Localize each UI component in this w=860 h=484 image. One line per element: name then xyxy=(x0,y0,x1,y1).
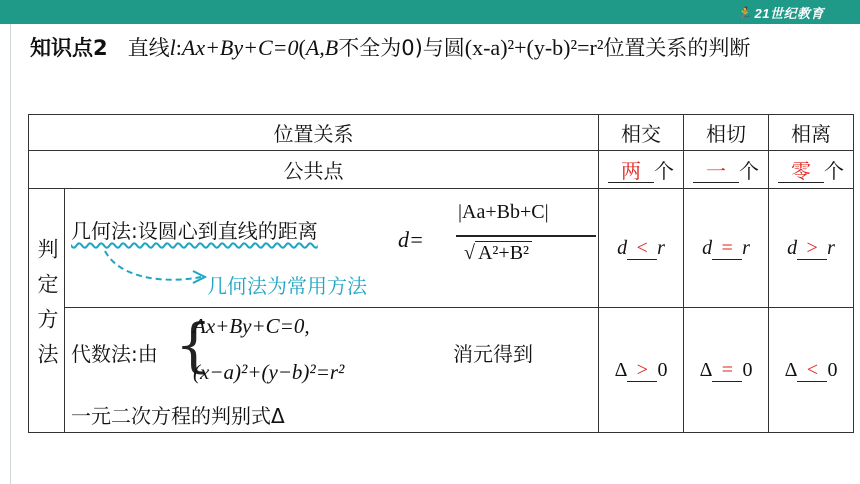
hint-text: 几何法为常用方法 xyxy=(207,274,367,298)
runner-icon: 🏃 xyxy=(735,6,753,21)
page-heading xyxy=(30,30,840,66)
delta-symbol: Δ xyxy=(699,358,713,381)
var-r: r xyxy=(827,236,835,259)
common-points-label: 公共点 xyxy=(29,151,599,189)
var-d: d xyxy=(702,236,713,259)
table-row xyxy=(29,189,854,308)
algebraic-method-cell xyxy=(65,308,599,433)
brand-logo xyxy=(736,3,824,22)
answer-blank: < xyxy=(797,359,827,382)
cond-open: ( xyxy=(298,35,306,60)
judge-text: 判定方法 xyxy=(35,238,59,378)
answer-blank: 一 xyxy=(693,160,739,183)
header-relation: 位置关系 xyxy=(29,115,599,151)
alg-separate xyxy=(769,308,854,433)
answer-blank: = xyxy=(712,359,742,382)
common-points-intersect xyxy=(599,151,684,189)
position-relation-table xyxy=(28,114,854,433)
fraction-bar xyxy=(456,235,596,237)
common-points-tangent xyxy=(684,151,769,189)
answer-blank: 两 xyxy=(608,160,654,183)
var-d: d xyxy=(617,236,628,259)
heading-suffix: 位置关系的判断 xyxy=(603,36,751,60)
zero-value: 0 xyxy=(657,358,668,381)
table-row xyxy=(29,151,854,189)
line-name: l xyxy=(169,35,176,60)
brace-icon: { xyxy=(175,311,212,379)
elimination-text: 消元得到 xyxy=(453,342,533,366)
unit-label: 个 xyxy=(824,159,844,183)
var-r: r xyxy=(657,236,665,259)
answer-blank: > xyxy=(627,359,657,382)
header-tangent: 相切 xyxy=(684,115,769,151)
algebraic-text: 代数法:由 xyxy=(71,342,158,366)
unit-label: 个 xyxy=(654,159,674,183)
distance-d: d= xyxy=(398,227,424,252)
brand-text: 21世纪教育 xyxy=(754,6,824,21)
geo-intersect xyxy=(599,189,684,308)
formula-denominator: √ A²+B² xyxy=(464,241,532,265)
answer-blank: > xyxy=(797,237,827,260)
unit-label: 个 xyxy=(739,159,759,183)
geometric-text: 几何法:设圆心到直线的距离 xyxy=(71,219,318,243)
equation-line: Ax+By+C=0, xyxy=(193,314,310,338)
header-intersect: 相交 xyxy=(599,115,684,151)
answer-blank: = xyxy=(712,237,742,260)
equation-circle: (x−a)²+(y−b)²=r² xyxy=(193,360,345,384)
line-equation: Ax+By+C=0 xyxy=(181,35,299,60)
knowledge-point-label: 知识点2 xyxy=(30,36,108,60)
delta-symbol: Δ xyxy=(784,358,798,381)
discriminant-text: 一元二次方程的判别式Δ xyxy=(71,404,285,428)
table-row xyxy=(29,308,854,433)
heading-colon: : xyxy=(175,35,182,60)
judge-method-label xyxy=(29,189,65,433)
zero-value: 0 xyxy=(742,358,753,381)
zero-value: 0 xyxy=(827,358,838,381)
common-points-separate xyxy=(769,151,854,189)
heading-prefix: 直线 xyxy=(127,36,170,60)
circle-equation: (x-a)²+(y-b)²=r² xyxy=(464,35,604,60)
cond-text: 不全为0)与圆 xyxy=(338,36,465,60)
var-r: r xyxy=(742,236,750,259)
header-separate: 相离 xyxy=(769,115,854,151)
alg-intersect xyxy=(599,308,684,433)
var-d: d xyxy=(787,236,798,259)
formula-numerator: |Aa+Bb+C| xyxy=(458,201,549,223)
geometric-method-cell xyxy=(65,189,599,308)
header-bar xyxy=(0,0,860,24)
answer-blank: 零 xyxy=(778,160,824,183)
alg-tangent xyxy=(684,308,769,433)
curved-arrow-icon xyxy=(101,247,211,287)
delta-symbol: Δ xyxy=(614,358,628,381)
geo-separate xyxy=(769,189,854,308)
geo-tangent xyxy=(684,189,769,308)
left-divider xyxy=(10,24,11,484)
cond-vars: A,B xyxy=(305,35,339,60)
answer-blank: < xyxy=(627,237,657,260)
table-row xyxy=(29,115,854,151)
